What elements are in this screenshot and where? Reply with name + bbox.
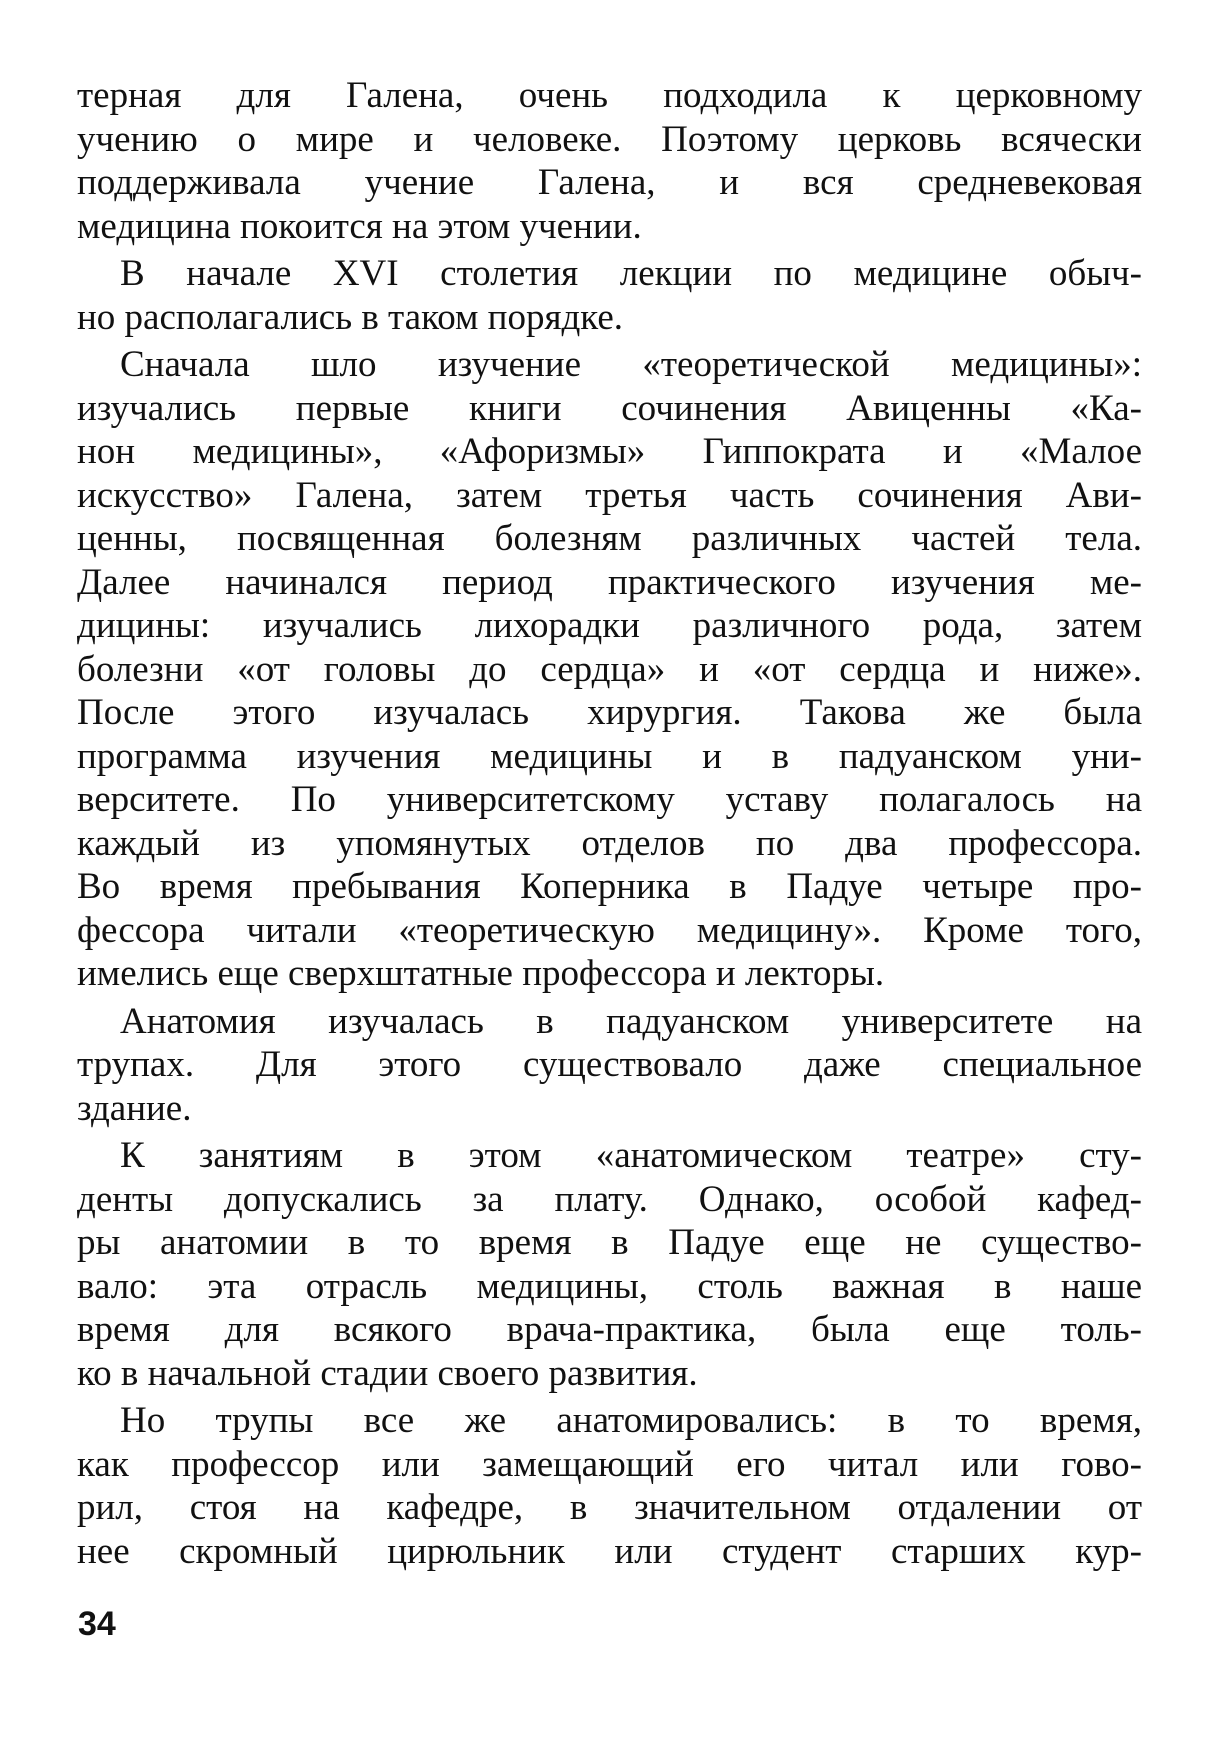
text-line: трупах. Для этого существовало даже специальное	[77, 1044, 1142, 1085]
text-line: фессора читали «теоретическую медицину». Кроме того,	[77, 909, 1142, 951]
text-line: поддерживала учение Галена, и вся средневековая	[77, 162, 1142, 203]
text-line: Анатомия изучалась в падуанском университете на	[120, 1000, 1142, 1042]
paragraph-4	[77, 1000, 1142, 1131]
text-line: здание.	[77, 1087, 192, 1129]
paragraph-5	[77, 1134, 1142, 1395]
text-line: программа изучения медицины и в падуанском уни-	[77, 735, 1142, 777]
text-line: Во время пребывания Коперника в Падуе четыре про-	[77, 866, 1142, 907]
text-line: искусство» Галена, затем третья часть сочинения Ави-	[77, 474, 1142, 516]
text-line: медицина покоится на этом учении.	[77, 205, 642, 247]
text-line: К занятиям в этом «анатомическом театре» сту-	[120, 1135, 1142, 1176]
text-line: ценны, посвященная болезням различных частей тела.	[77, 518, 1142, 559]
text-line: ры анатомии в то время в Падуе еще не существо-	[77, 1222, 1142, 1263]
text-line: Далее начинался период практического изучения ме-	[77, 561, 1142, 603]
text-line: дицины: изучались лихорадки различного рода, затем	[77, 605, 1142, 646]
text-line: учению о мире и человеке. Поэтому церковь всячески	[77, 118, 1142, 160]
text-line: Сначала шло изучение «теоретической медицины»:	[120, 344, 1142, 385]
text-line: рил, стоя на кафедре, в значительном отдалении от	[77, 1487, 1142, 1528]
text-line: каждый из упомянутых отделов по два профессора.	[77, 822, 1142, 864]
text-line: как профессор или замещающий его читал или гово-	[77, 1443, 1142, 1485]
text-line: изучались первые книги сочинения Авиценны «Ка-	[77, 387, 1142, 429]
text-line: ко в начальной стадии своего развития.	[77, 1352, 698, 1394]
page-number: 34	[78, 1605, 116, 1643]
text-line: денты допускались за плату. Однако, особой кафед-	[77, 1178, 1142, 1220]
text-line: нон медицины», «Афоризмы» Гиппократа и «Малое	[77, 431, 1142, 472]
paragraph-3	[77, 343, 1142, 996]
text-line: верситете. По университетскому уставу полагалось на	[77, 779, 1142, 820]
text-line: но располагались в таком порядке.	[77, 296, 624, 338]
paragraph-6	[77, 1399, 1142, 1573]
text-line: После этого изучалась хирургия. Такова же была	[77, 692, 1142, 733]
paragraph-1	[77, 74, 1142, 248]
text-line: время для всякого врача-практика, была еще толь-	[77, 1309, 1142, 1350]
text-line: Но трупы все же анатомировались: в то время,	[120, 1400, 1142, 1441]
text-line: вало: эта отрасль медицины, столь важная в наше	[77, 1265, 1142, 1307]
text-line: В начале XVI столетия лекции по медицине обыч-	[120, 253, 1142, 294]
text-line: терная для Галена, очень подходила к церковному	[77, 75, 1142, 116]
text-line: болезни «от головы до сердца» и «от сердца и ниже».	[77, 648, 1142, 690]
text-line: нее скромный цирюльник или студент старших кур-	[77, 1530, 1142, 1572]
paragraph-2	[77, 252, 1142, 339]
page-body	[77, 74, 1142, 1577]
text-line: имелись еще сверхштатные профессора и лекторы.	[77, 953, 885, 994]
